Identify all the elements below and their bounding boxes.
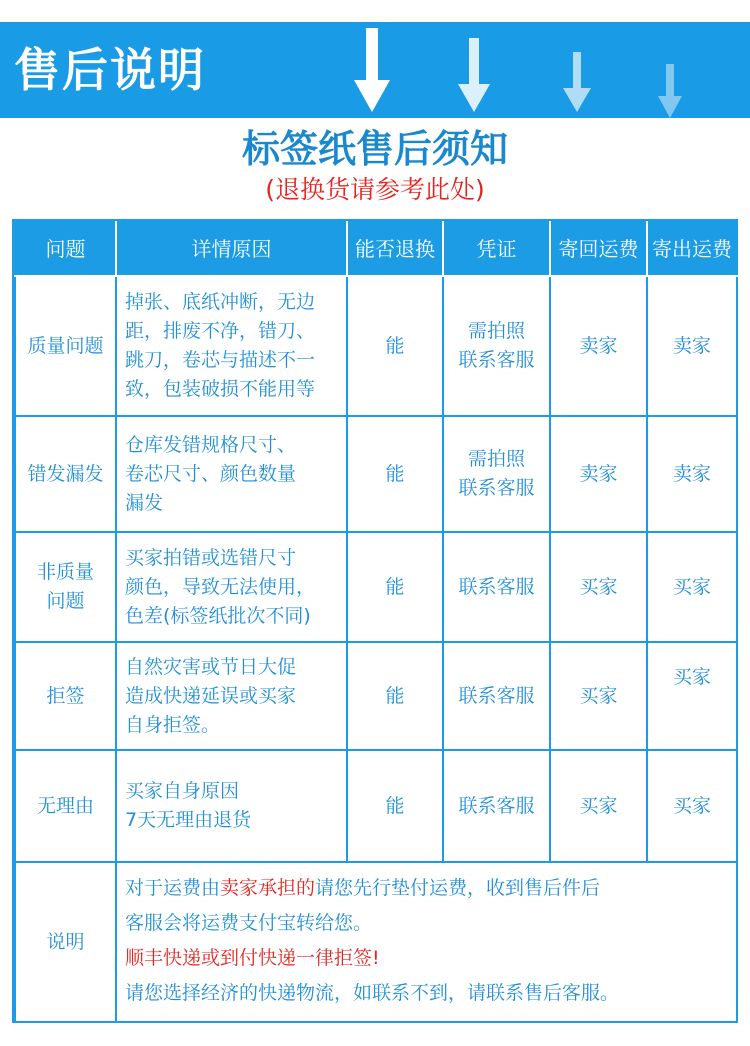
arrow-down-icon xyxy=(563,52,591,112)
proof-cell: 联系客服 xyxy=(443,532,550,642)
header-returnable: 能否退换 xyxy=(347,222,443,276)
issue-cell: 非质量 问题 xyxy=(15,532,116,642)
arrow-down-icon xyxy=(354,28,390,112)
arrow-down-icon xyxy=(658,64,682,118)
header-detail: 详情原因 xyxy=(116,222,347,276)
send-shipping-cell: 卖家 xyxy=(647,276,737,416)
table-row xyxy=(15,416,737,532)
table-row xyxy=(15,642,737,750)
header-proof: 凭证 xyxy=(443,222,550,276)
arrow-down-icon xyxy=(458,38,490,112)
note-line-1: 对于运费由卖家承担的请您先行垫付运费，收到售后件后 xyxy=(125,877,601,899)
returnable-cell: 能 xyxy=(347,750,443,862)
send-shipping-cell: 买家 xyxy=(647,532,737,642)
page-subtitle: (退换货请参考此处) xyxy=(265,175,485,204)
table-header-row xyxy=(15,222,737,276)
detail-cell: 自然灾害或节日大促 造成快递延误或买家 自身拒签。 xyxy=(116,642,347,750)
return-shipping-cell: 卖家 xyxy=(550,416,647,532)
banner-title: 售后说明 xyxy=(14,43,206,97)
table-row xyxy=(15,750,737,862)
header-return-shipping: 寄回运费 xyxy=(550,222,647,276)
returnable-cell: 能 xyxy=(347,416,443,532)
note-content xyxy=(116,862,737,1022)
proof-cell: 需拍照 联系客服 xyxy=(443,416,550,532)
issue-cell: 质量问题 xyxy=(15,276,116,416)
proof-cell: 联系客服 xyxy=(443,750,550,862)
proof-cell: 联系客服 xyxy=(443,642,550,750)
return-shipping-cell: 买家 xyxy=(550,750,647,862)
return-shipping-cell: 买家 xyxy=(550,532,647,642)
table-row xyxy=(15,276,737,416)
issue-cell: 拒签 xyxy=(15,642,116,750)
after-sales-table xyxy=(12,219,738,1023)
page-title: 标签纸售后须知 xyxy=(241,127,508,171)
note-line-3: 顺丰快递或到付快递一律拒签! xyxy=(125,947,380,969)
note-label: 说明 xyxy=(15,862,116,1022)
note-row xyxy=(15,862,737,1022)
returnable-cell: 能 xyxy=(347,532,443,642)
detail-cell: 买家拍错或选错尺寸 颜色，导致无法使用， 色差(标签纸批次不同) xyxy=(116,532,347,642)
issue-cell: 错发漏发 xyxy=(15,416,116,532)
table-row xyxy=(15,532,737,642)
send-shipping-cell: 买家 xyxy=(647,642,737,750)
header-issue: 问题 xyxy=(15,222,116,276)
note-line-2: 客服会将运费支付宝转给您。 xyxy=(125,912,373,934)
send-shipping-cell: 买家 xyxy=(647,750,737,862)
note-line-4: 请您选择经济的快递物流，如联系不到，请联系售后客服。 xyxy=(125,982,620,1004)
detail-cell: 仓库发错规格尺寸、 卷芯尺寸、颜色数量 漏发 xyxy=(116,416,347,532)
detail-cell: 买家自身原因 7天无理由退货 xyxy=(116,750,347,862)
proof-cell: 需拍照 联系客服 xyxy=(443,276,550,416)
send-shipping-cell: 卖家 xyxy=(647,416,737,532)
header-banner xyxy=(0,22,750,118)
detail-cell: 掉张、底纸冲断，无边 距，排废不净，错刀、 跳刀，卷芯与描述不一 致，包装破损不能用等 xyxy=(116,276,347,416)
issue-cell: 无理由 xyxy=(15,750,116,862)
returnable-cell: 能 xyxy=(347,276,443,416)
return-shipping-cell: 买家 xyxy=(550,642,647,750)
returnable-cell: 能 xyxy=(347,642,443,750)
return-shipping-cell: 卖家 xyxy=(550,276,647,416)
header-send-shipping: 寄出运费 xyxy=(647,222,737,276)
